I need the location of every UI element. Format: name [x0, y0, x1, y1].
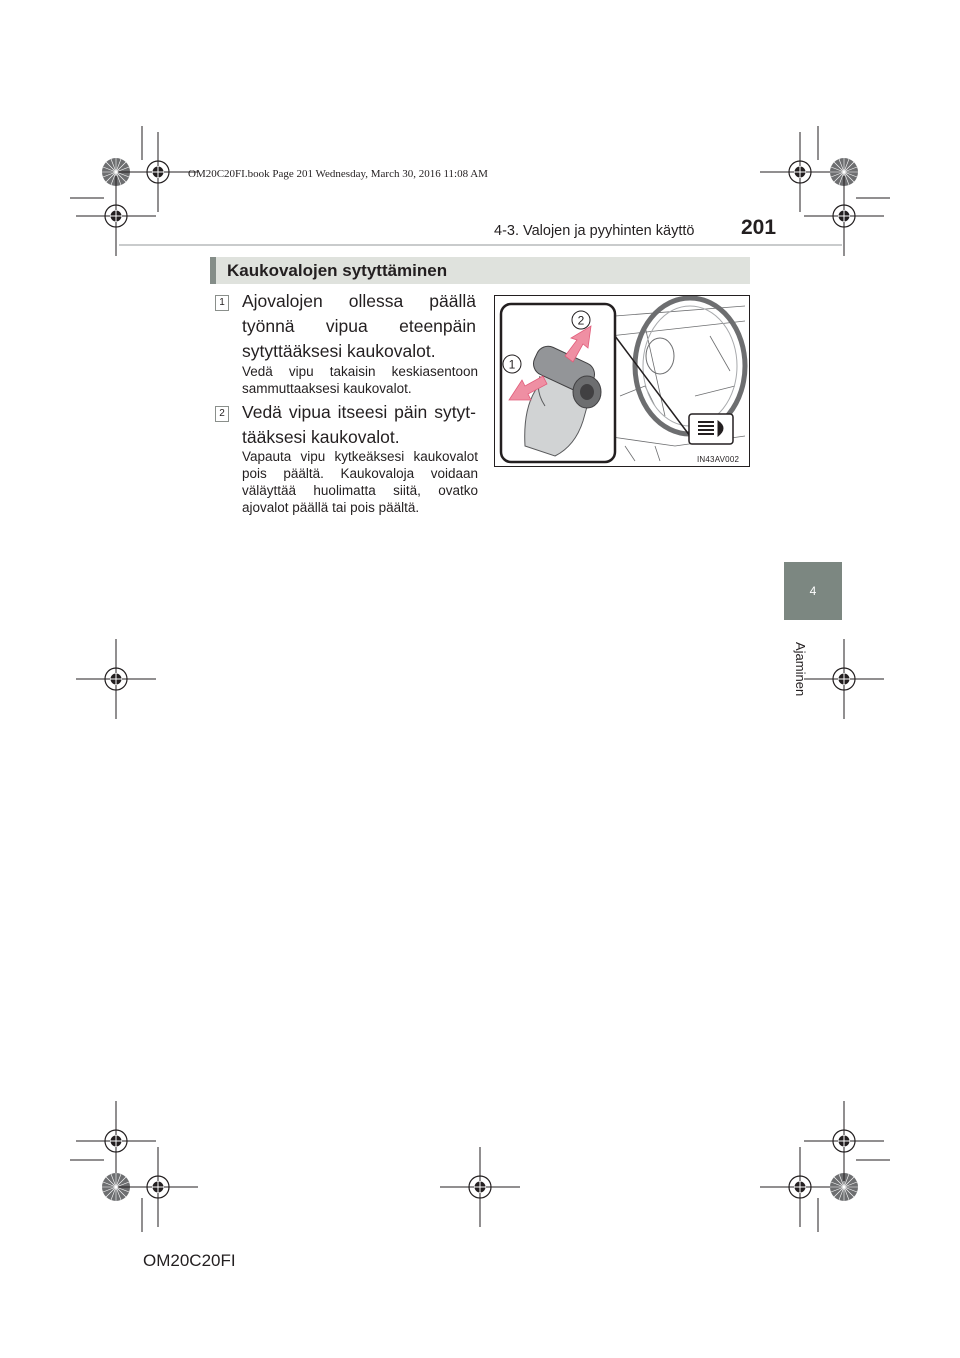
- section-title: Kaukovalojen sytyttäminen: [210, 257, 750, 284]
- reg-mark-top-right-2: [804, 176, 884, 256]
- callout-1: 1: [508, 357, 516, 372]
- step-2-text: Vedä vipua itseesi päin sytyttääksesi kaukovalot.: [242, 402, 476, 447]
- reg-mark-top-right: [760, 132, 840, 212]
- header-section-title: 4-3. Valojen ja pyyhinten käyttö: [494, 223, 695, 239]
- step-2-number: 2: [215, 406, 229, 422]
- step-1-text: Ajovalojen ollessa päällä työnnä vipua eteenpäin sytyttääksesi kaukovalot.: [242, 291, 476, 361]
- page-number: 201: [741, 216, 777, 239]
- reg-mark-bottom-right-2: [804, 1101, 884, 1181]
- step-2-note: Vapauta vipu kytkeäksesi kaukovalot pois päältä. Kaukovaloja voidaan väläyttää huolimatta siitä, ovatko ajovalot päällä tai pois päältä.: [242, 449, 478, 515]
- footer-code: OM20C20FI: [143, 1251, 236, 1270]
- reg-mark-mid-left: [76, 639, 156, 719]
- print-info: OM20C20FI.book Page 201 Wednesday, March 30, 2016 11:08 AM: [188, 168, 488, 180]
- reg-mark-top-left: [118, 132, 198, 212]
- step-1-note: Vedä vipu takaisin keskiasentoon sammuttaaksesi kaukovalot.: [242, 364, 478, 396]
- chapter-label: Ajaminen: [793, 642, 808, 697]
- reg-mark-top-left-2: [76, 176, 156, 256]
- reg-mark-bottom-right: [760, 1147, 840, 1227]
- reg-mark-bottom-center: [440, 1147, 520, 1227]
- reg-mark-mid-right: [804, 639, 884, 719]
- reg-mark-bottom-left-2: [76, 1101, 156, 1181]
- step-1-number: 1: [215, 295, 229, 311]
- callout-2: 2: [577, 313, 585, 328]
- reg-mark-bottom-left: [118, 1147, 198, 1227]
- figure-code: IN43AV002: [697, 455, 740, 464]
- chapter-number: 4: [809, 584, 817, 598]
